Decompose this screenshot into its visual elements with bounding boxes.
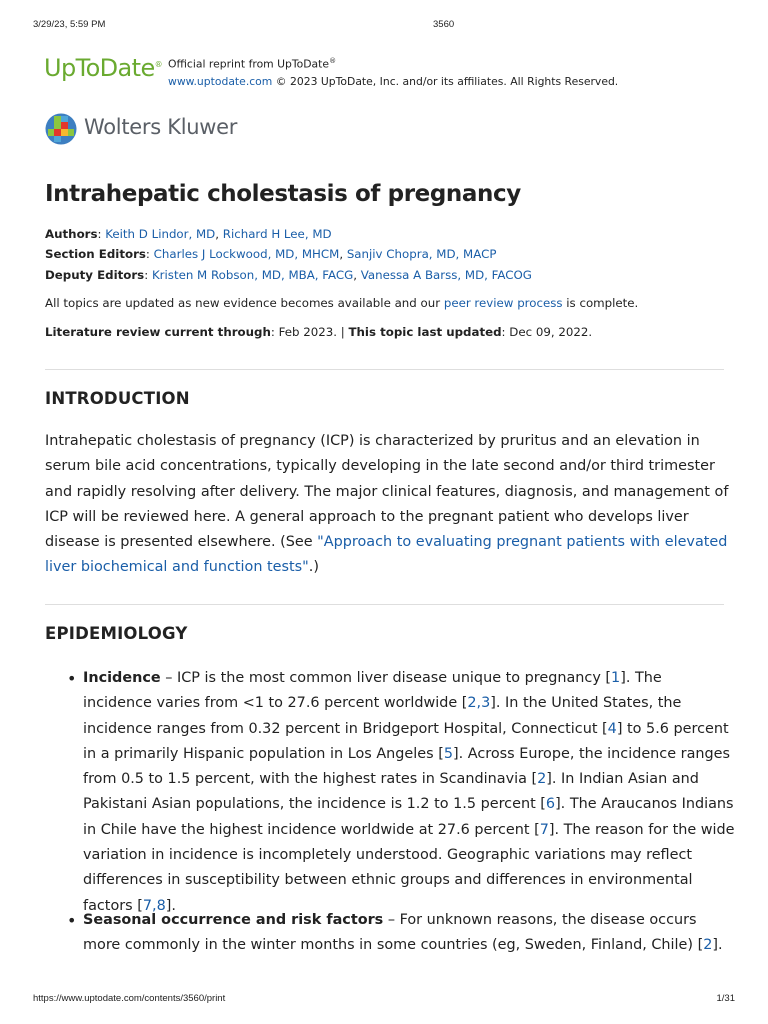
last-updated-label: This topic last updated <box>348 325 502 339</box>
copyright-text: © 2023 UpToDate, Inc. and/or its affiliates. All Rights Reserved. <box>272 74 619 88</box>
divider <box>45 604 724 605</box>
bullet-icon: • <box>67 669 77 688</box>
citation-link[interactable]: 2,3 <box>467 695 491 712</box>
divider <box>45 369 724 370</box>
last-updated-value: : Dec 09, 2022. <box>501 325 593 339</box>
reprint-notice: Official reprint from UpToDate® www.uptodate.com © 2023 UpToDate, Inc. and/or its affiliates. All Rights Reserved. <box>168 57 619 88</box>
epidemiology-heading: EPIDEMIOLOGY <box>45 624 188 643</box>
print-page-number: 1/31 <box>716 993 735 1004</box>
person-link[interactable]: Richard H Lee, MD <box>222 227 332 241</box>
person-link[interactable]: Keith D Lindor, MD <box>105 227 216 241</box>
bullet-label: Incidence <box>83 670 161 686</box>
epidemiology-list <box>45 666 735 919</box>
bullet-icon: • <box>67 911 77 930</box>
deputy-editors-line: Deputy Editors: Kristen M Robson, MD, MBA, FACG, Vanessa A Barss, MD, FACOG <box>45 268 532 282</box>
publisher-name: Wolters Kluwer <box>84 115 238 139</box>
citation-link[interactable]: 2 <box>537 771 547 788</box>
section-editors-list: Charles J Lockwood, MD, MHCM, Sanjiv Chopra, MD, MACP <box>153 247 497 261</box>
bullet-body: – For unknown reasons, the disease occurs more commonly in the winter months in some countries (eg, Sweden, Finland, Chile) [2]. <box>83 912 723 954</box>
approach-topic-link[interactable]: "Approach to evaluating pregnant patients with elevated liver biochemical and function tests" <box>45 534 728 576</box>
peer-review-link[interactable]: peer review process <box>443 296 563 310</box>
uptodate-site-link[interactable]: www.uptodate.com <box>168 74 273 88</box>
introduction-paragraph: Intrahepatic cholestasis of pregnancy (ICP) is characterized by pruritus and an elevation in serum bile acid concentrations, typically developing in the late second and/or third trimester and rapidly resolving after delivery. The major clinical features, diagnosis, and management of ICP will be reviewed here. A general approach to the pregnant patient who develops liver disease is presented elsewhere. (See "Approach to evaluating pregnant patients with elevated liver biochemical and function tests".) <box>45 433 729 576</box>
incidence-bullet <box>45 666 735 919</box>
citation-link[interactable]: 7 <box>539 821 549 838</box>
lit-review-value: : Feb 2023. | <box>270 325 349 339</box>
introduction-heading: INTRODUCTION <box>45 389 190 408</box>
epidemiology-list <box>45 908 735 959</box>
reprint-label: Official reprint from UpToDate <box>168 57 330 71</box>
citation-link[interactable]: 2 <box>703 937 713 954</box>
print-date: 3/29/23, 5:59 PM <box>33 19 106 30</box>
person-link[interactable]: Vanessa A Barss, MD, FACOG <box>360 268 532 282</box>
citation-link[interactable]: 1 <box>611 670 621 686</box>
person-link[interactable]: Sanjiv Chopra, MD, MACP <box>346 247 497 261</box>
person-link[interactable]: Charles J Lockwood, MD, MHCM <box>153 247 340 261</box>
citation-link[interactable]: 4 <box>607 720 617 737</box>
bullet-label: Seasonal occurrence and risk factors <box>83 912 384 928</box>
authors-line: Authors: Keith D Lindor, MD, Richard H Lee, MD <box>45 227 332 241</box>
wolters-kluwer-mosaic-icon <box>45 113 77 145</box>
review-dates <box>45 325 735 339</box>
citation-link[interactable]: 7,8 <box>142 897 166 914</box>
deputy-editors-list: Kristen M Robson, MD, MBA, FACG, Vanessa A Barss, MD, FACOG <box>151 268 532 282</box>
bullet-body: – ICP is the most common liver disease unique to pregnancy [1]. The incidence varies from <1 to 27.6 percent worldwide [2,3]. In the United States, the incidence ranges from 0.32 percent in Bridgeport Hospital, Connecticut [4] to 5.6 percent in a primarily Hispanic population in Los Angeles [5]. Across Europe, the incidence ranges from 0.5 to 1.5 percent, with the highest rates in Scandinavia [2]. In Indian Asian and Pakistani Asian populations, the incidence is 1.2 to 1.5 percent [6]. The Araucanos Indians in Chile have the highest incidence worldwide at 27.6 percent [7]. The reason for the wide variation in incidence is incompletely understood. Geographic variations may reflect differences in susceptibility between ethnic groups and differences in environmental factors [7,8]. <box>83 670 735 914</box>
person-link[interactable]: Kristen M Robson, MD, MBA, FACG <box>151 268 354 282</box>
citation-link[interactable]: 6 <box>545 796 556 813</box>
lit-review-label: Literature review current through <box>45 325 271 339</box>
article-title: Intrahepatic cholestasis of pregnancy <box>45 181 521 207</box>
update-note: All topics are updated as new evidence becomes available and our peer review process is complete. <box>45 296 639 310</box>
section-editors-line: Section Editors: Charles J Lockwood, MD, MHCM, Sanjiv Chopra, MD, MACP <box>45 247 497 261</box>
uptodate-logo: UpToDate® <box>44 54 163 82</box>
authors-list: Keith D Lindor, MD, Richard H Lee, MD <box>105 227 332 241</box>
print-topic-number: 3560 <box>433 19 455 30</box>
citation-link[interactable]: 5 <box>443 745 453 762</box>
seasonal-bullet <box>45 908 735 959</box>
print-url: https://www.uptodate.com/contents/3560/print <box>33 993 226 1004</box>
brand-row <box>44 52 734 92</box>
